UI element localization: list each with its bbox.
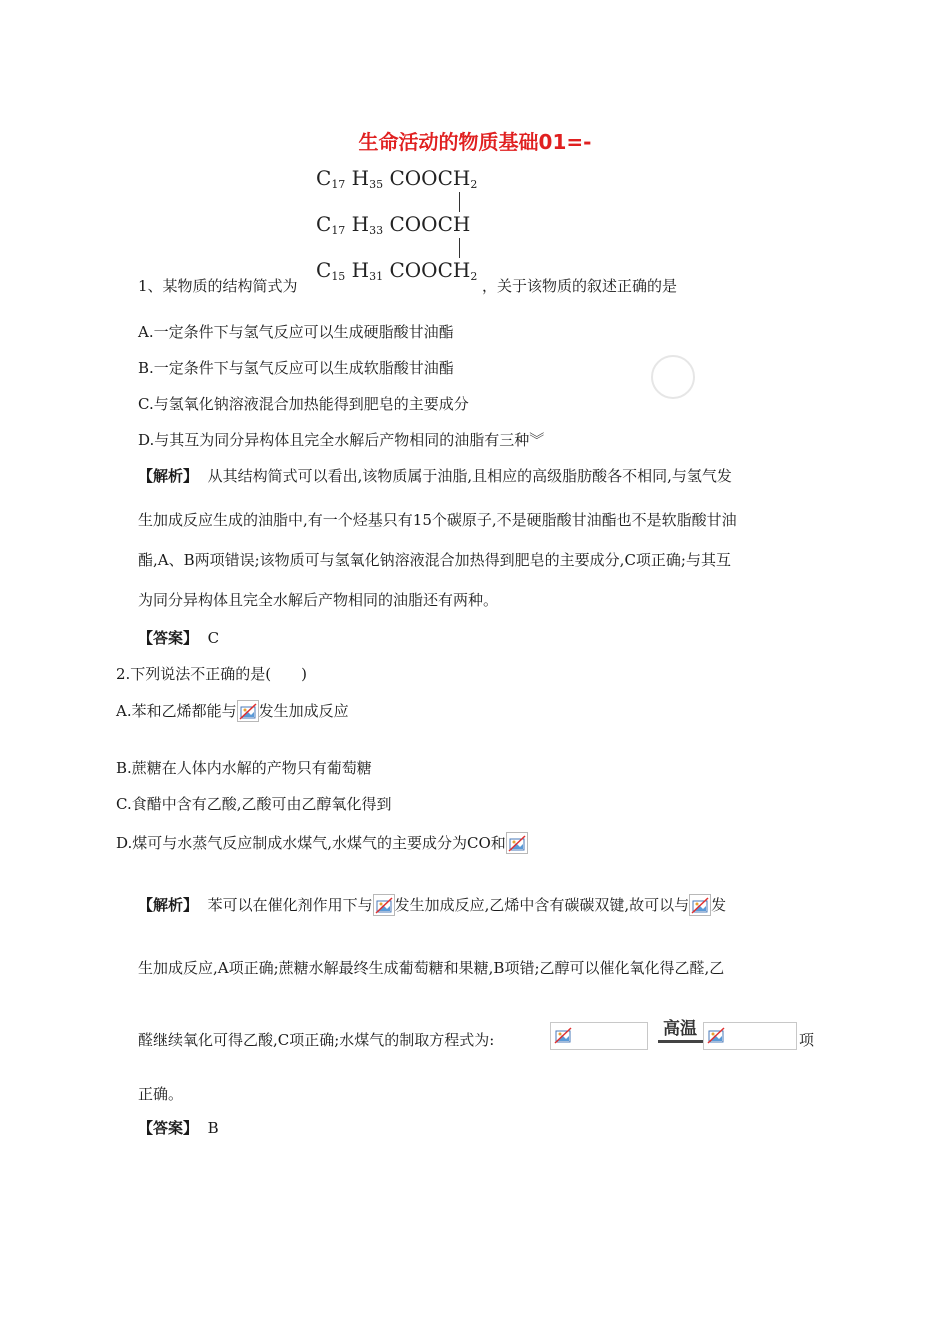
q1-analysis-line-3: 酯,A、B两项错误;该物质可与氢氧化钠溶液混合加热得到肥皂的主要成分,C项正确;与其互 xyxy=(138,551,731,569)
equation-image-left xyxy=(550,1022,648,1050)
formula-hydrogen: H xyxy=(351,166,370,190)
formula-sub: 33 xyxy=(369,224,384,237)
q1-option-c: C.与氢氧化钠溶液混合加热能得到肥皂的主要成分 xyxy=(138,395,469,413)
formula-sub: 15 xyxy=(331,270,346,283)
broken-image-icon xyxy=(506,832,528,854)
q2-analysis-text-4: 醛继续氧化可得乙酸,C项正确;水煤气的制取方程式为: xyxy=(138,1031,495,1049)
equation-image-right xyxy=(703,1022,797,1050)
formula-group: COOCH xyxy=(389,166,471,190)
q2-answer-label: 【答案】 xyxy=(138,1119,199,1137)
q2-analysis-line-3 xyxy=(138,1030,494,1050)
formula-sub: 17 xyxy=(331,178,346,191)
reaction-arrow xyxy=(658,1040,706,1043)
q1-analysis-label: 【解析】 xyxy=(138,467,199,485)
formula-row-1 xyxy=(316,166,477,191)
q2-option-b: B.蔗糖在人体内水解的产物只有葡萄糖 xyxy=(116,759,372,777)
formula-sub: 2 xyxy=(470,178,478,191)
formula-carbon: C xyxy=(316,166,332,190)
q2-option-c: C.食醋中含有乙酸,乙酸可由乙醇氧化得到 xyxy=(116,795,392,813)
q1-answer: C xyxy=(207,629,220,647)
watermark-seal xyxy=(651,355,695,399)
q2-option-d-prefix: D.煤可与水蒸气反应制成水煤气,水煤气的主要成分为CO和 xyxy=(116,834,506,852)
broken-image-icon xyxy=(689,894,711,916)
q1-answer-label: 【答案】 xyxy=(138,629,199,647)
q1-stem-prefix: 1、某物质的结构简式为 xyxy=(138,277,298,295)
q1-analysis-line-4: 为同分异构体且完全水解后产物相同的油脂还有两种。 xyxy=(138,591,499,609)
formula-sub: 35 xyxy=(369,178,384,191)
formula-hydrogen: H xyxy=(351,258,370,282)
q1-option-d: D.与其互为同分异构体且完全水解后产物相同的油脂有三种︾ xyxy=(138,431,545,449)
broken-image-icon xyxy=(553,1025,575,1047)
q1-analysis-line-1 xyxy=(138,466,732,486)
q2-analysis-text-3: 发 xyxy=(711,896,727,914)
broken-image-icon xyxy=(706,1025,728,1047)
broken-image-icon xyxy=(237,700,259,722)
structural-formula xyxy=(316,160,486,288)
formula-row-2 xyxy=(316,212,470,237)
q2-analysis-text-2: 发生加成反应,乙烯中含有碳碳双键,故可以与 xyxy=(394,896,690,914)
broken-image-icon xyxy=(373,894,395,916)
formula-carbon: C xyxy=(316,212,332,236)
q1-option-a: A.一定条件下与氢气反应可以生成硬脂酸甘油酯 xyxy=(138,323,454,341)
q2-option-a xyxy=(116,700,349,722)
q2-answer-line xyxy=(138,1118,219,1138)
reaction-condition: 高温 xyxy=(663,1019,697,1039)
page-title: 生命活动的物质基础01=- xyxy=(358,130,592,154)
formula-row-3 xyxy=(316,258,477,283)
formula-sub: 31 xyxy=(369,270,384,283)
q1-answer-line xyxy=(138,628,219,648)
bond-line xyxy=(459,238,460,258)
q1-option-b: B.一定条件下与氢气反应可以生成软脂酸甘油酯 xyxy=(138,359,454,377)
formula-sub: 17 xyxy=(331,224,346,237)
formula-sub: 2 xyxy=(470,270,478,283)
q2-analysis-label: 【解析】 xyxy=(138,896,199,914)
formula-carbon: C xyxy=(316,258,332,282)
q2-option-a-suffix: 发生加成反应 xyxy=(258,702,349,720)
q2-analysis-line-4: 正确。 xyxy=(138,1085,184,1103)
q2-option-d xyxy=(116,832,528,854)
formula-group: COOCH xyxy=(389,258,471,282)
q1-analysis-text: 从其结构简式可以看出,该物质属于油脂,且相应的高级脂肪酸各不相同,与氢气发 xyxy=(207,467,732,485)
formula-hydrogen: H xyxy=(351,212,370,236)
q2-analysis-text-5: 项 xyxy=(799,1031,815,1049)
q2-analysis-line-2: 生加成反应,A项正确;蔗糖水解最终生成葡萄糖和果糖,B项错;乙醇可以催化氧化得乙醛,乙 xyxy=(138,959,725,977)
q1-stem-suffix: ，关于该物质的叙述正确的是 xyxy=(482,277,678,295)
q2-analysis-line-1 xyxy=(138,894,726,916)
formula-group: COOCH xyxy=(389,212,471,236)
q2-stem: 2.下列说法不正确的是( ) xyxy=(116,665,308,683)
q2-analysis-text-1: 苯可以在催化剂作用下与 xyxy=(207,896,373,914)
q2-option-a-prefix: A.苯和乙烯都能与 xyxy=(116,702,237,720)
q1-analysis-line-2: 生加成反应生成的油脂中,有一个烃基只有15个碳原子,不是硬脂酸甘油酯也不是软脂酸甘油 xyxy=(138,511,737,529)
q2-answer: B xyxy=(207,1119,219,1137)
bond-line xyxy=(459,192,460,212)
